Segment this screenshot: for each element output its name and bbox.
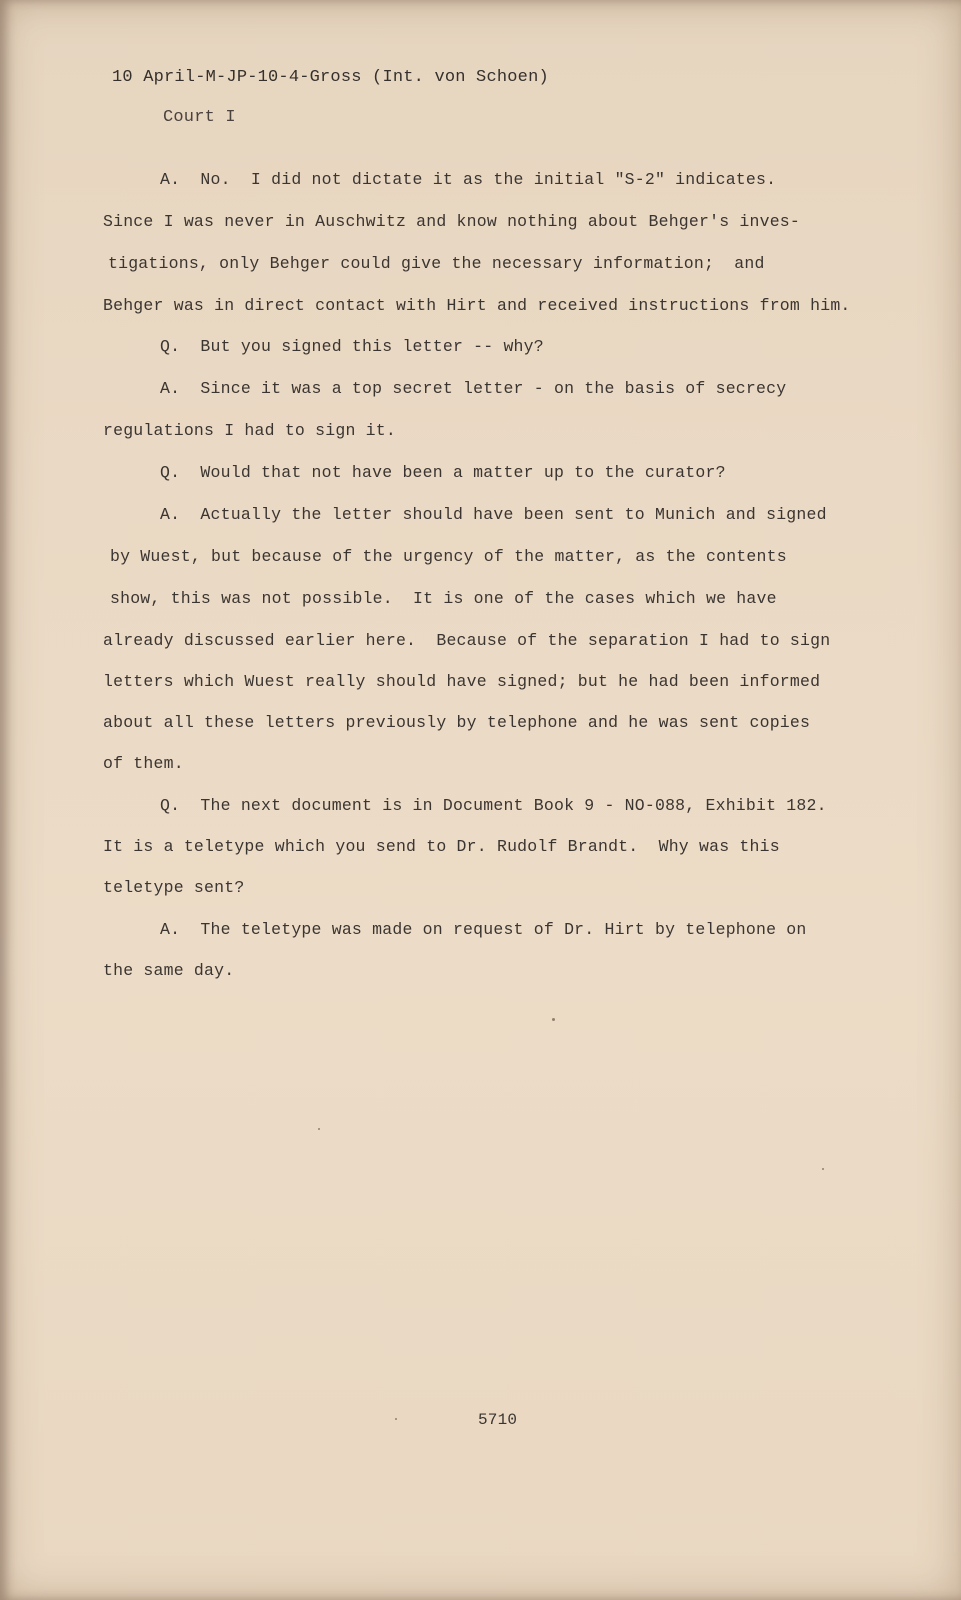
paper-speck	[552, 1018, 555, 1021]
transcript-line: letters which Wuest really should have signed; but he had been informed	[103, 672, 821, 691]
transcript-line: It is a teletype which you send to Dr. Rudolf Brandt. Why was this	[103, 837, 780, 856]
transcript-line: the same day.	[103, 961, 235, 980]
transcript-line: about all these letters previously by telephone and he was sent copies	[103, 713, 811, 732]
transcript-line: tigations, only Behger could give the necessary information; and	[108, 254, 765, 273]
paper-speck	[822, 1168, 824, 1170]
transcript-line: Q. The next document is in Document Book 9 - NO-088, Exhibit 182.	[160, 796, 827, 815]
court-label: Court I	[163, 108, 236, 127]
transcript-line: show, this was not possible. It is one of the cases which we have	[110, 589, 777, 608]
paper-speck	[318, 1128, 320, 1130]
transcript-line: by Wuest, but because of the urgency of the matter, as the contents	[110, 547, 787, 566]
paper-speck	[395, 1418, 397, 1420]
transcript-line: A. No. I did not dictate it as the initial "S-2" indicates.	[160, 170, 777, 189]
transcript-line: Q. But you signed this letter -- why?	[160, 337, 544, 356]
transcript-line: already discussed earlier here. Because of the separation I had to sign	[103, 631, 831, 650]
page-number: 5710	[478, 1411, 518, 1429]
document-header: 10 April-M-JP-10-4-Gross (Int. von Schoen)	[112, 68, 549, 87]
transcript-line: A. Actually the letter should have been sent to Munich and signed	[160, 505, 827, 524]
transcript-line: Q. Would that not have been a matter up to the curator?	[160, 463, 726, 482]
transcript-line: A. The teletype was made on request of Dr. Hirt by telephone on	[160, 920, 807, 939]
transcript-line: regulations I had to sign it.	[103, 421, 396, 440]
transcript-line: A. Since it was a top secret letter - on the basis of secrecy	[160, 379, 787, 398]
transcript-line: of them.	[103, 754, 184, 773]
transcript-line: teletype sent?	[103, 878, 245, 897]
transcript-line: Since I was never in Auschwitz and know nothing about Behger's inves-	[103, 212, 801, 231]
transcript-line: Behger was in direct contact with Hirt and received instructions from him.	[103, 296, 851, 315]
